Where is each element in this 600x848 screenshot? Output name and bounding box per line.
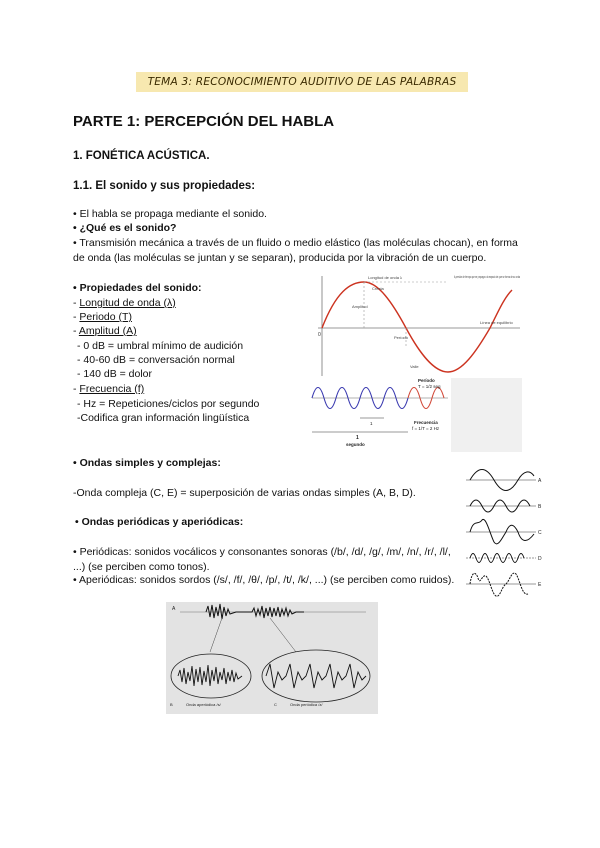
longitud-label: Longitud de onda (λ) [79, 297, 176, 309]
amp-40: - 40-60 dB = conversación normal [77, 354, 235, 366]
label-e: E [538, 582, 542, 588]
propiedades-header: • Propiedades del sonido: [73, 282, 202, 294]
dash: - [73, 297, 80, 309]
oscillogram-svg [166, 602, 378, 714]
prop-frecuencia [73, 382, 144, 397]
intro-line: • El habla se propaga mediante el sonido. [73, 208, 267, 220]
ondas-simples-text: -Onda compleja (C, E) = superposición de varias ondas simples (A, B, D). [73, 487, 416, 499]
ondas-periodicas-header: • Ondas periódicas y aperiódicas: [75, 516, 244, 528]
dash: - [73, 383, 80, 395]
question-line: • ¿Qué es el sonido? [73, 222, 177, 234]
hz-line: - Hz = Repeticiones/ciclos por segundo [77, 398, 260, 410]
tema-title: TEMA 3: RECONOCIMIENTO AUDITIVO DE LAS PALABRAS [136, 72, 468, 92]
label-b: B [538, 504, 542, 510]
transmision-paragraph: • Transmisión mecánica a través de un fluido o medio elástico (las moléculas chocan), en forma de onda (las moléculas se juntan y se separan), producida por la vibración de un cuerpo. [73, 237, 518, 264]
frecuencia-title: Frecuencia [414, 420, 438, 425]
section-heading: 1. FONÉTICA ACÚSTICA. [73, 150, 210, 162]
prop-amplitud [73, 324, 137, 339]
wave-e [470, 573, 528, 596]
codifica-line: -Codifica gran información lingüística [77, 412, 250, 424]
amplitud-label: Amplitud (A) [78, 325, 137, 337]
wave-properties-figure [308, 272, 522, 452]
equilibrio-annot: Línea de equilibrio [480, 320, 513, 325]
longitud-annot: Longitud de onda λ [368, 275, 403, 280]
aperiodica-caption: Onda aperiódica /s/ [186, 702, 221, 707]
waves-svg [462, 462, 544, 608]
zero-annot: 0 [318, 332, 321, 338]
periodo-label: Periodo (T) [79, 311, 132, 323]
periodica-caption: Onda periódica /z/ [290, 702, 323, 707]
frecuencia-label: Frecuencia (f) [79, 383, 145, 395]
label-d: D [538, 556, 542, 562]
amp-0: - 0 dB = umbral mínimo de audición [77, 340, 244, 352]
dash: - [73, 325, 79, 337]
ondas-simples-header: • Ondas simples y complejas: [73, 457, 221, 469]
label-c: C [274, 702, 277, 707]
label-b: B [170, 702, 173, 707]
one-annot: 1 [370, 421, 373, 426]
frecuencia-formula: f = 1/T = 2 Hz [412, 426, 440, 431]
compresion-annot: A presión de tiempo que se propaga a la espacio de que se forma de su onda [454, 275, 520, 279]
cresta-annot: Cresta [372, 286, 384, 291]
label-a: A [538, 478, 542, 484]
periodicas-text: • Periódicas: sonidos vocálicos y consonantes sonoras (/b/, /d/, /g/, /m/, /n/, /r/, /l/, ...) (se perciben como tonos). [73, 546, 451, 573]
amp-140: - 140 dB = dolor [77, 368, 153, 380]
valle-annot: Valle [410, 364, 419, 369]
wave-properties-svg [308, 272, 522, 452]
prop-periodo [73, 310, 132, 325]
aperiodicas-text: • Aperiódicas: sonidos sordos (/s/, /f/, /θ/, /p/, /t/, /k/, ...) (se perciben como ruidos). [73, 574, 455, 586]
subsection-heading: 1.1. El sonido y sus propiedades: [73, 180, 256, 192]
wave-curve [322, 282, 512, 372]
simple-complex-waves-figure [462, 462, 544, 608]
oscillogram-figure [166, 602, 378, 714]
segundo-annot: segundo [346, 442, 365, 447]
label-c: C [538, 530, 542, 536]
figure-background [451, 378, 522, 452]
label-a: A [172, 606, 176, 612]
parte-title: PARTE 1: PERCEPCIÓN DEL HABLA [73, 113, 335, 130]
wave-c [470, 519, 534, 543]
periodo-annot: Período [394, 335, 409, 340]
periodo-formula: T = 1/2 seg [418, 384, 441, 389]
periodo-formula-title: Período [418, 378, 435, 383]
dash: - [73, 311, 80, 323]
amplitud-annot: Amplitud [352, 304, 368, 309]
segundo-num: 1 [356, 435, 359, 441]
prop-longitud [73, 296, 176, 311]
